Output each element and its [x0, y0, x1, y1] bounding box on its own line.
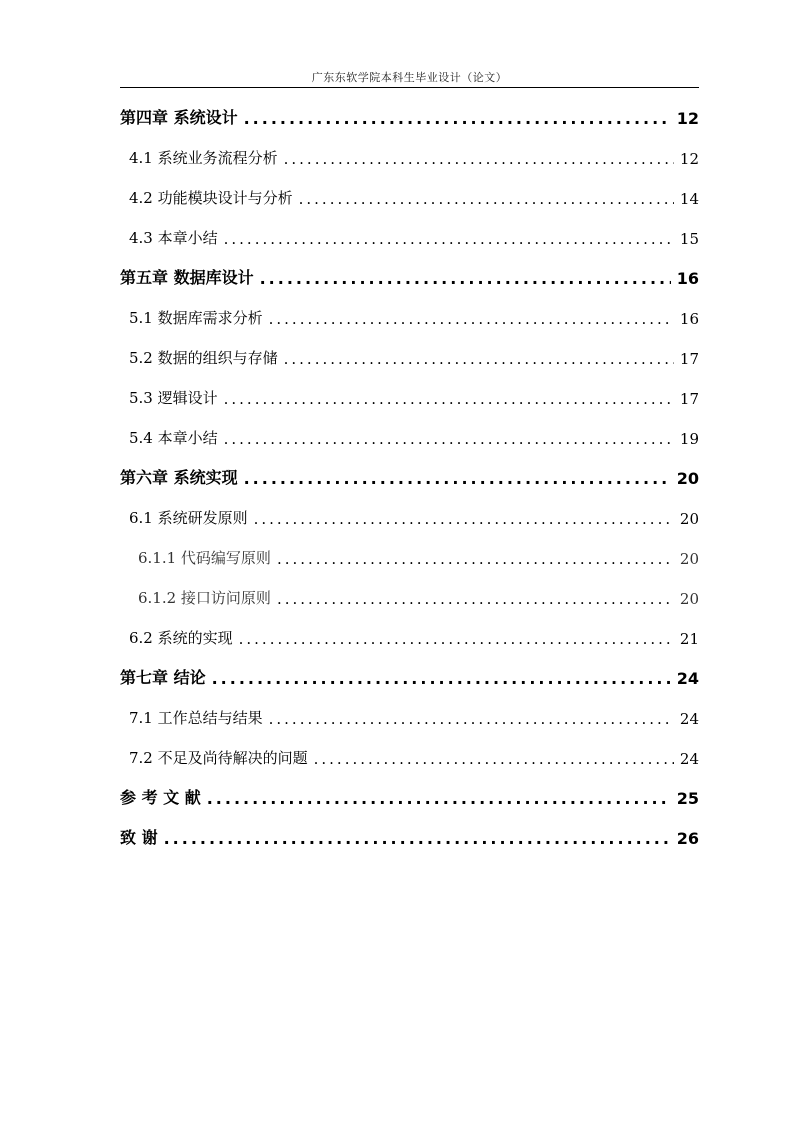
- toc-entry-page: 19: [679, 430, 699, 448]
- dot-leader: [277, 590, 674, 608]
- dot-leader: [284, 150, 674, 168]
- toc-entry-title: 6.1.2 接口访问原则: [138, 589, 271, 607]
- dot-leader: [269, 710, 674, 728]
- dot-leader: [224, 430, 674, 448]
- header-rule: [120, 87, 699, 88]
- dot-leader: [299, 190, 674, 208]
- toc-entry-page: 17: [679, 390, 699, 408]
- toc-entry-title: 6.1 系统研发原则: [129, 509, 248, 527]
- dot-leader: [207, 789, 671, 808]
- toc-entry-page: 17: [679, 350, 699, 368]
- toc-entry-title: 参 考 文 献: [120, 788, 201, 807]
- toc-entry-page: 21: [679, 630, 699, 648]
- dot-leader: [277, 550, 674, 568]
- toc-section-7-1[interactable]: [129, 704, 699, 728]
- toc-entry-page: 24: [676, 669, 699, 688]
- dot-leader: [254, 510, 674, 528]
- toc-entry-page: 14: [679, 190, 699, 208]
- toc-chapter-5[interactable]: [120, 264, 699, 288]
- dot-leader: [314, 750, 674, 768]
- toc-entry-title: 7.1 工作总结与结果: [129, 709, 263, 727]
- toc-chapter-4[interactable]: [120, 104, 699, 128]
- toc-entry-title: 致 谢: [120, 828, 158, 847]
- toc-entry-title: 5.3 逻辑设计: [129, 389, 218, 407]
- toc-entry-page: 24: [679, 710, 699, 728]
- toc-section-4-3[interactable]: [129, 224, 699, 248]
- toc-entry-title: 5.2 数据的组织与存储: [129, 349, 278, 367]
- toc-entry-page: 25: [676, 789, 699, 808]
- dot-leader: [244, 109, 671, 128]
- dot-leader: [244, 469, 671, 488]
- dot-leader: [212, 669, 671, 688]
- toc-subsection-6-1-1[interactable]: [138, 544, 699, 568]
- toc-entry-page: 20: [676, 469, 699, 488]
- toc-entry-page: 26: [676, 829, 699, 848]
- toc-section-5-1[interactable]: [129, 304, 699, 328]
- toc-entry-page: 16: [679, 310, 699, 328]
- toc-chapter-6[interactable]: [120, 464, 699, 488]
- toc-entry-page: 20: [679, 590, 699, 608]
- toc-entry-title: 7.2 不足及尚待解决的问题: [129, 749, 308, 767]
- page-header: 广东东软学院本科生毕业设计（论文）: [311, 71, 508, 84]
- toc-entry-title: 4.1 系统业务流程分析: [129, 149, 278, 167]
- dot-leader: [224, 390, 674, 408]
- toc-entry-title: 6.1.1 代码编写原则: [138, 549, 271, 567]
- toc-section-5-3[interactable]: [129, 384, 699, 408]
- toc-entry-page: 20: [679, 510, 699, 528]
- toc-chapter-7[interactable]: [120, 664, 699, 688]
- toc-entry-title: 4.3 本章小结: [129, 229, 218, 247]
- toc-entry-page: 20: [679, 550, 699, 568]
- toc-entry-page: 15: [679, 230, 699, 248]
- toc-entry-title: 第六章 系统实现: [120, 468, 238, 487]
- dot-leader: [260, 269, 671, 288]
- toc-references[interactable]: [120, 784, 699, 808]
- toc-entry-page: 24: [679, 750, 699, 768]
- dot-leader: [269, 310, 674, 328]
- toc-section-6-2[interactable]: [129, 624, 699, 648]
- toc-entry-page: 12: [676, 109, 699, 128]
- toc-entry-page: 12: [679, 150, 699, 168]
- toc-acknowledgements[interactable]: [120, 824, 699, 848]
- toc-section-4-2[interactable]: [129, 184, 699, 208]
- dot-leader: [284, 350, 674, 368]
- toc-section-7-2[interactable]: [129, 744, 699, 768]
- toc-entry-title: 6.2 系统的实现: [129, 629, 233, 647]
- toc-entry-page: 16: [676, 269, 699, 288]
- dot-leader: [239, 630, 674, 648]
- toc-subsection-6-1-2[interactable]: [138, 584, 699, 608]
- toc-entry-title: 4.2 功能模块设计与分析: [129, 189, 293, 207]
- toc-section-5-2[interactable]: [129, 344, 699, 368]
- toc-entry-title: 第四章 系统设计: [120, 108, 238, 127]
- toc-entry-title: 5.4 本章小结: [129, 429, 218, 447]
- dot-leader: [164, 829, 671, 848]
- toc-section-6-1[interactable]: [129, 504, 699, 528]
- toc-section-4-1[interactable]: [129, 144, 699, 168]
- toc-entry-title: 5.1 数据库需求分析: [129, 309, 263, 327]
- toc-entry-title: 第七章 结论: [120, 668, 206, 687]
- dot-leader: [224, 230, 674, 248]
- toc-section-5-4[interactable]: [129, 424, 699, 448]
- toc-entry-title: 第五章 数据库设计: [120, 268, 254, 287]
